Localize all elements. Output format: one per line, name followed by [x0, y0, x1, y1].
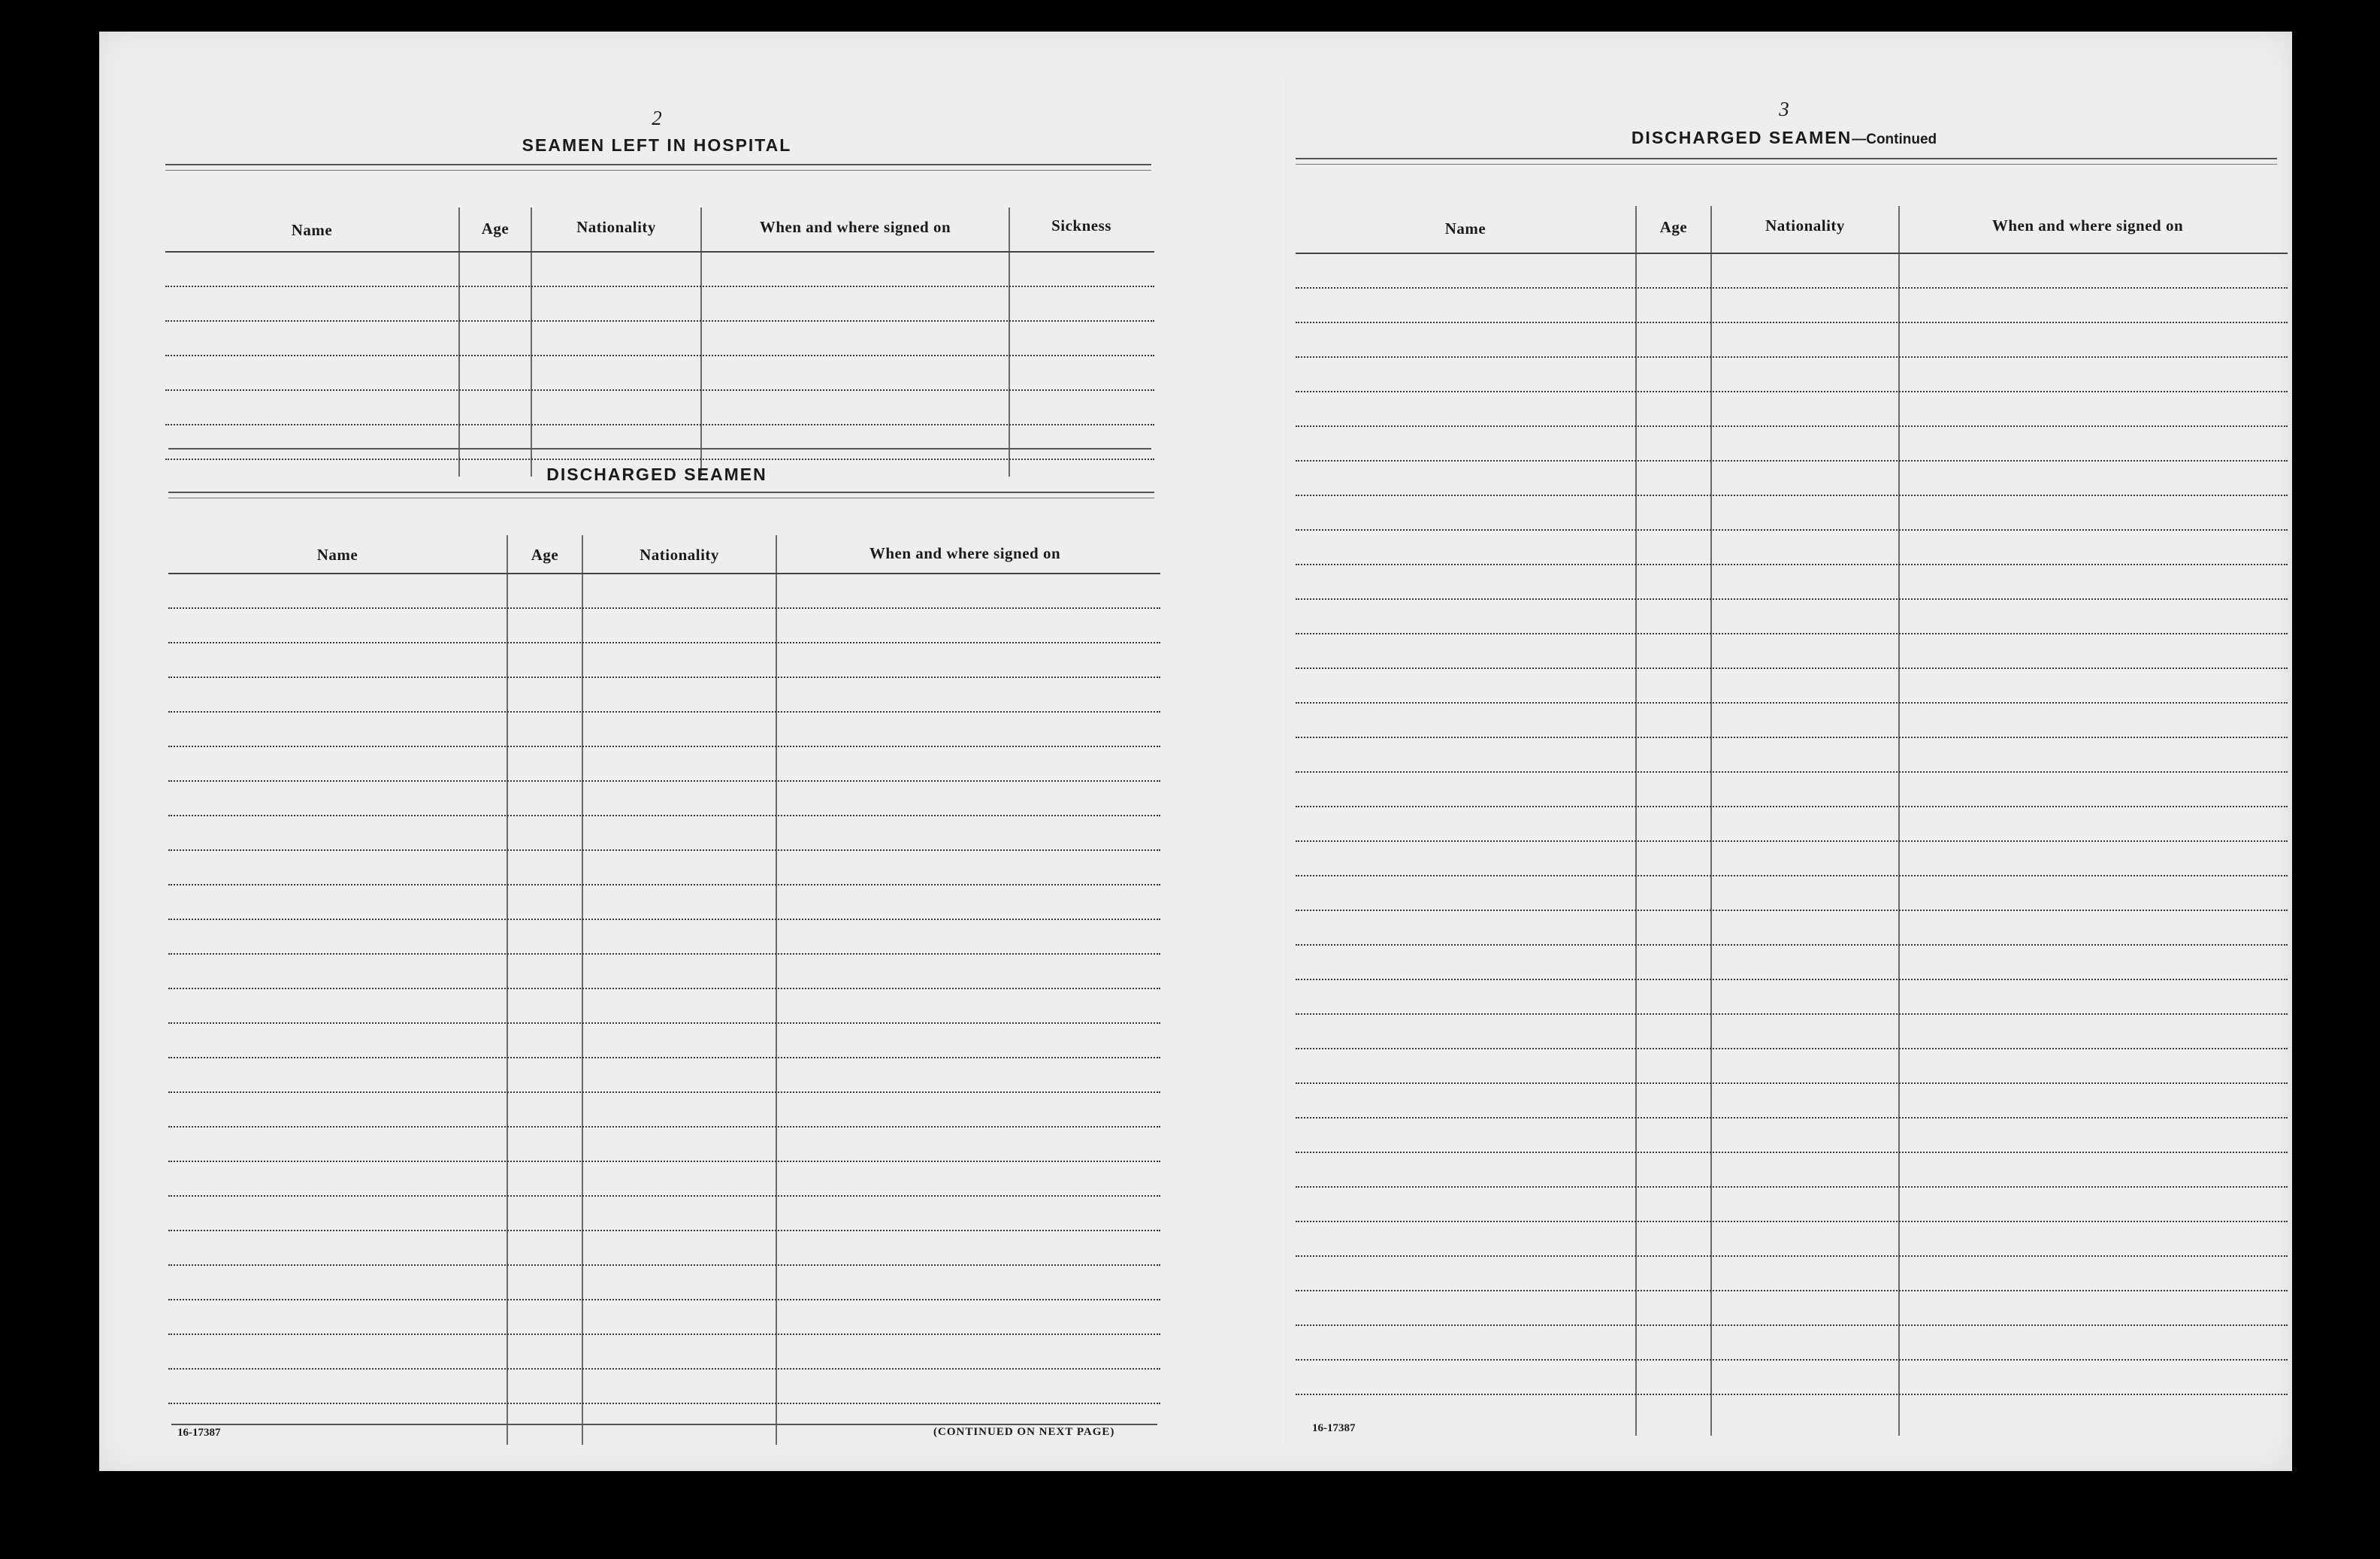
discharged-col-age: Age — [531, 546, 559, 564]
hospital-top-rule — [165, 164, 1151, 171]
discharged-continued-row-line — [1296, 425, 2288, 427]
discharged-continued-row-line — [1296, 253, 2288, 254]
discharged-continued-row-line — [1296, 1324, 2288, 1326]
discharged-row-line — [168, 1333, 1160, 1335]
discharged-divider-1 — [507, 535, 508, 1445]
discharged-col-name: Name — [316, 546, 358, 564]
hospital-col-signed-on: When and where signed on — [759, 218, 951, 236]
hospital-row-line — [165, 389, 1154, 391]
discharged-continued-row-line — [1296, 1013, 2288, 1015]
form-number-left: 16-17387 — [177, 1427, 221, 1439]
discharged-row-line — [168, 1230, 1160, 1231]
discharged-divider-3 — [776, 535, 777, 1445]
discharged-continued-row-line — [1296, 737, 2288, 738]
discharged-row-line — [168, 1264, 1160, 1266]
discharged-row-line — [168, 815, 1160, 816]
right-col-age: Age — [1659, 218, 1688, 236]
discharged-row-line — [168, 988, 1160, 989]
discharged-row-line — [168, 1161, 1160, 1162]
discharged-continued-row-line — [1296, 356, 2288, 358]
hospital-divider-2 — [531, 207, 532, 477]
discharged-continued-row-line — [1296, 840, 2288, 842]
discharged-continued-row-line — [1296, 667, 2288, 669]
discharged-row-line — [168, 953, 1160, 955]
discharged-row-line — [168, 677, 1160, 678]
discharged-continued-row-line — [1296, 322, 2288, 323]
discharged-continued-row-line — [1296, 564, 2288, 565]
discharged-continued-row-line — [1296, 1359, 2288, 1361]
hospital-row-line — [165, 251, 1154, 253]
right-col-nationality: Nationality — [1765, 216, 1845, 235]
discharged-continued-table — [1296, 171, 2288, 1412]
discharged-row-line — [168, 573, 1160, 574]
continued-note: (CONTINUED ON NEXT PAGE) — [933, 1426, 1115, 1438]
discharged-row-line — [168, 884, 1160, 885]
discharged-row-line — [168, 607, 1160, 609]
discharged-continued-row-line — [1296, 1186, 2288, 1188]
hospital-section-title: SEAMEN LEFT IN HOSPITAL — [522, 135, 792, 155]
discharged-row-line — [168, 849, 1160, 851]
discharged-continued-row-line — [1296, 1394, 2288, 1395]
hospital-row-line — [165, 424, 1154, 425]
discharged-row-line — [168, 919, 1160, 920]
discharged-continued-row-line — [1296, 633, 2288, 634]
hospital-divider-1 — [458, 207, 460, 477]
discharged-continued-row-line — [1296, 806, 2288, 807]
form-sheet — [99, 32, 2292, 1471]
discharged-continued-row-line — [1296, 391, 2288, 392]
discharged-continued-row-line — [1296, 1048, 2288, 1049]
discharged-row-line — [168, 1403, 1160, 1404]
hospital-col-sickness: Sickness — [1051, 216, 1111, 235]
discharged-continued-row-line — [1296, 702, 2288, 704]
discharged-continued-row-line — [1296, 979, 2288, 980]
discharged-continued-title: DISCHARGED SEAMEN—Continued — [1631, 128, 1937, 147]
page-number-left: 2 — [652, 107, 662, 129]
discharged-continued-row-line — [1296, 771, 2288, 773]
discharged-divider-2 — [582, 535, 583, 1445]
discharged-continued-row-line — [1296, 495, 2288, 496]
hospital-col-nationality: Nationality — [576, 218, 656, 236]
hospital-col-name: Name — [291, 221, 333, 239]
hospital-row-line — [165, 459, 1154, 460]
left-bottom-rule — [171, 1424, 1157, 1425]
discharged-row-line — [168, 1299, 1160, 1300]
discharged-row-line — [168, 1195, 1160, 1197]
hospital-row-line — [165, 355, 1154, 356]
hospital-divider-3 — [700, 207, 702, 477]
page-fold — [1285, 77, 1286, 1445]
right-col-name: Name — [1444, 219, 1486, 238]
discharged-continued-row-line — [1296, 460, 2288, 462]
discharged-row-line — [168, 1057, 1160, 1058]
discharged-table — [168, 505, 1160, 1437]
discharged-continued-row-line — [1296, 1221, 2288, 1222]
discharged-continued-row-line — [1296, 910, 2288, 911]
hospital-divider-4 — [1009, 207, 1010, 477]
form-number-right: 16-17387 — [1312, 1422, 1356, 1434]
discharged-row-line — [168, 1022, 1160, 1024]
discharged-section-title: DISCHARGED SEAMEN — [546, 465, 767, 484]
discharged-col-nationality: Nationality — [640, 546, 719, 564]
discharged-row-line — [168, 1368, 1160, 1370]
discharged-continued-row-line — [1296, 1255, 2288, 1257]
discharged-continued-row-line — [1296, 529, 2288, 531]
right-top-rule — [1296, 158, 2277, 165]
right-col-signed-on: When and where signed on — [1991, 216, 2184, 235]
hospital-bottom-rule — [168, 448, 1151, 450]
hospital-row-line — [165, 320, 1154, 322]
discharged-col-signed-on: When and where signed on — [869, 544, 1061, 562]
discharged-continued-row-line — [1296, 1290, 2288, 1291]
discharged-row-line — [168, 780, 1160, 782]
discharged-row-line — [168, 1126, 1160, 1128]
discharged-row-line — [168, 642, 1160, 643]
discharged-continued-row-line — [1296, 875, 2288, 876]
discharged-continued-row-line — [1296, 1082, 2288, 1084]
discharged-row-line — [168, 746, 1160, 747]
discharged-continued-row-line — [1296, 598, 2288, 600]
hospital-table — [165, 176, 1154, 484]
hospital-col-age: Age — [481, 219, 510, 238]
discharged-continued-row-line — [1296, 1152, 2288, 1153]
discharged-continued-row-line — [1296, 944, 2288, 946]
discharged-top-rule — [168, 492, 1154, 498]
discharged-continued-row-line — [1296, 1117, 2288, 1119]
discharged-row-line — [168, 1091, 1160, 1093]
hospital-row-line — [165, 286, 1154, 287]
discharged-continued-row-line — [1296, 287, 2288, 289]
page-number-right: 3 — [1779, 98, 1789, 120]
discharged-row-line — [168, 711, 1160, 713]
